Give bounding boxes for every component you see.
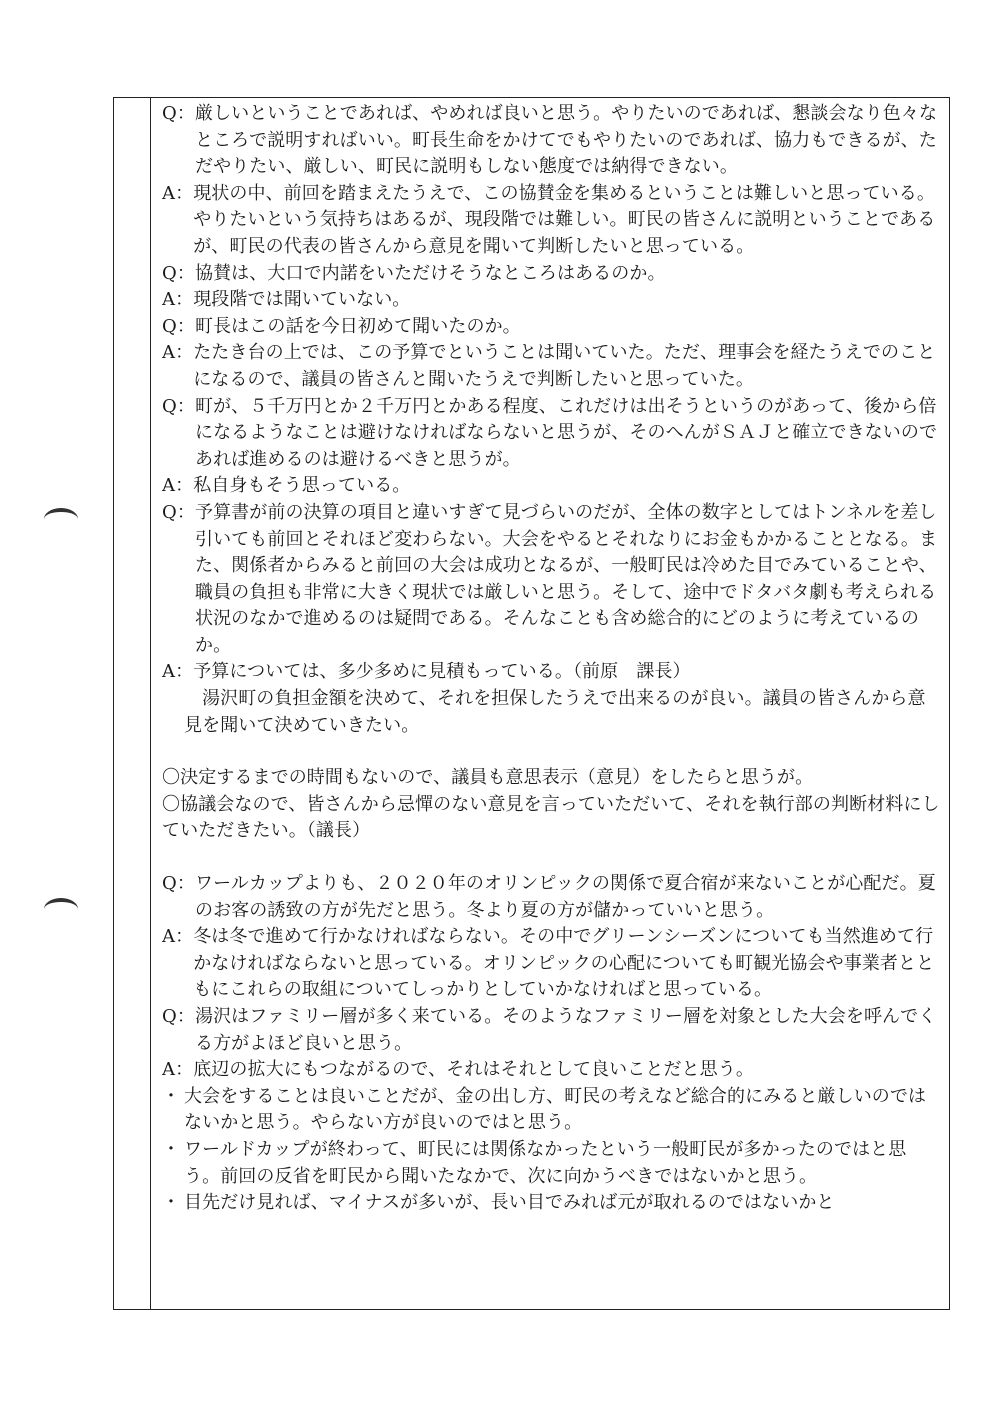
answer-entry [162, 181, 942, 261]
question-entry [162, 101, 942, 181]
entry-label: Q： [162, 873, 195, 895]
entry-label: A： [162, 661, 194, 683]
answer-entry [162, 340, 942, 393]
question-entry [162, 871, 942, 924]
bullet-mark: ・ [162, 1085, 181, 1107]
bullet-entry [162, 1137, 942, 1190]
paragraph-gap [162, 739, 942, 765]
entry-text: 町長はこの話を今日初めて聞いたのか。 [194, 315, 521, 337]
entry-text: 予算については、多少多めに見積もっている。（前原 課長） [193, 661, 691, 683]
entry-label: Q： [162, 395, 195, 417]
answer-entry [162, 287, 942, 314]
question-entry [162, 394, 942, 474]
entry-label: A： [162, 289, 194, 311]
punch-hole-mark [44, 508, 78, 530]
minutes-body [162, 101, 942, 1307]
entry-text: 底辺の拡大にもつながるので、それはそれとして良いことだと思う。 [193, 1059, 754, 1081]
entry-label: Q： [162, 315, 195, 337]
answer-entry [162, 924, 942, 1004]
entry-text: 冬は冬で進めて行かなければならない。その中でグリーンシーズンについても当然進めて行かなければならないと思っている。オリンピックの心配についても町観光協会や事業者とともにこれらの取組についてしっかりとしていかなければと思っている。 [193, 926, 935, 1001]
entry-text: たたき台の上では、この予算でということは聞いていた。ただ、理事会を経たうえでのことになるので、議員の皆さんと聞いたうえで判断したいと思っていた。 [193, 342, 936, 390]
bullet-mark: ・ [162, 1138, 181, 1160]
entry-text: 現段階では聞いていない。 [193, 289, 411, 311]
paragraph-gap [162, 845, 942, 871]
entry-label: Q： [162, 103, 195, 124]
entry-label: Q： [162, 501, 195, 523]
entry-label: A： [162, 182, 194, 204]
note-paragraph: 〇協議会なので、皆さんから忌憚のない意見を言っていただいて、それを執行部の判断材料にしていただきたい。（議長） [162, 793, 940, 842]
answer-entry [162, 659, 942, 686]
entry-text: 湯沢はファミリー層が多く来ている。そのようなファミリー層を対象とした大会を呼んでくる方がよほど良いと思う。 [194, 1006, 937, 1054]
question-entry [162, 314, 942, 341]
note-paragraph: 〇決定するまでの時間もないので、議員も意思表示（意見）をしたらと思うが。 [162, 767, 814, 789]
bullet-entry [162, 1190, 942, 1217]
entry-text: 町が、５千万円とか２千万円とかある程度、これだけは出そうというのがあって、後から倍になるようなことは避けなければならないと思うが、そのへんがＳＡＪと確立できないのであれば進めるのは避けるべきと思うが。 [194, 395, 938, 470]
question-entry [162, 1004, 942, 1057]
entry-text: 協賛は、大口で内諾をいただけそうなところはあるのか。 [194, 262, 666, 284]
entry-text: ワールドカップが終わって、町民には関係なかったという一般町民が多かったのではと思う。前回の反省を町民から聞いたなかで、次に向かうべきではないかと思う。 [184, 1138, 907, 1187]
entry-label: A： [162, 926, 194, 948]
entry-label: A： [162, 1059, 194, 1081]
question-entry [162, 261, 942, 288]
entry-text: 私自身もそう思っている。 [193, 475, 411, 497]
question-entry [162, 500, 942, 660]
entry-text: ワールカップよりも、２０２０年のオリンピックの関係で夏合宿が来ないことが心配だ。夏のお客の誘致の方が先だと思う。冬より夏の方が儲かっていいと思う。 [194, 873, 936, 921]
entry-label: Q： [162, 262, 195, 284]
entry-text: 予算書が前の決算の項目と違いすぎて見づらいのだが、全体の数字としてはトンネルを差し引いても前回とそれほど変わらない。大会をやるとそれなりにお金もかかることとなる。また、関係者からみると前回の大会は成功となるが、一般町民は冷めた目でみていることや、職員の負担も非常に大きく現状では厳しいと思う。そして、途中でドタバタ劇も考えられる状況のなかで進めるのは疑問である。そんなことも含め総合的にどのように考えているのか。 [194, 501, 938, 656]
column-divider [150, 97, 151, 1310]
answer-entry [162, 1057, 942, 1084]
entry-label: Q： [162, 1006, 195, 1027]
answer-entry [162, 473, 942, 500]
entry-text: 大会をすることは良いことだが、金の出し方、町民の考えなど総合的にみると厳しいのではないかと思う。やらない方が良いのではと思う。 [184, 1085, 927, 1134]
bullet-mark: ・ [162, 1192, 181, 1214]
entry-label: A： [162, 342, 194, 364]
entry-text: 目先だけ見れば、マイナスが多いが、長い目でみれば元が取れるのではないかと [184, 1192, 835, 1214]
punch-hole-mark [44, 898, 78, 920]
entry-text: 厳しいということであれば、やめれば良いと思う。やりたいのであれば、懇談会なり色々なところで説明すればいい。町長生命をかけてでもやりたいのであれば、協力もできるが、ただやりたい、厳しい、町民に説明もしない態度では納得できない。 [194, 103, 938, 178]
bullet-entry [162, 1084, 942, 1137]
continuation-text: 湯沢町の負担金額を決めて、それを担保したうえで出来るのが良い。議員の皆さんから意見を聞いて決めていきたい。 [184, 688, 926, 736]
entry-label: A： [162, 475, 194, 497]
entry-text: 現状の中、前回を踏まえたうえで、この協賛金を集めるということは難しいと思っている。やりたいという気持ちはあるが、現段階では難しい。町民の皆さんに説明ということであるが、町民の代表の皆さんから意見を聞いて判断したいと思っている。 [193, 182, 936, 257]
